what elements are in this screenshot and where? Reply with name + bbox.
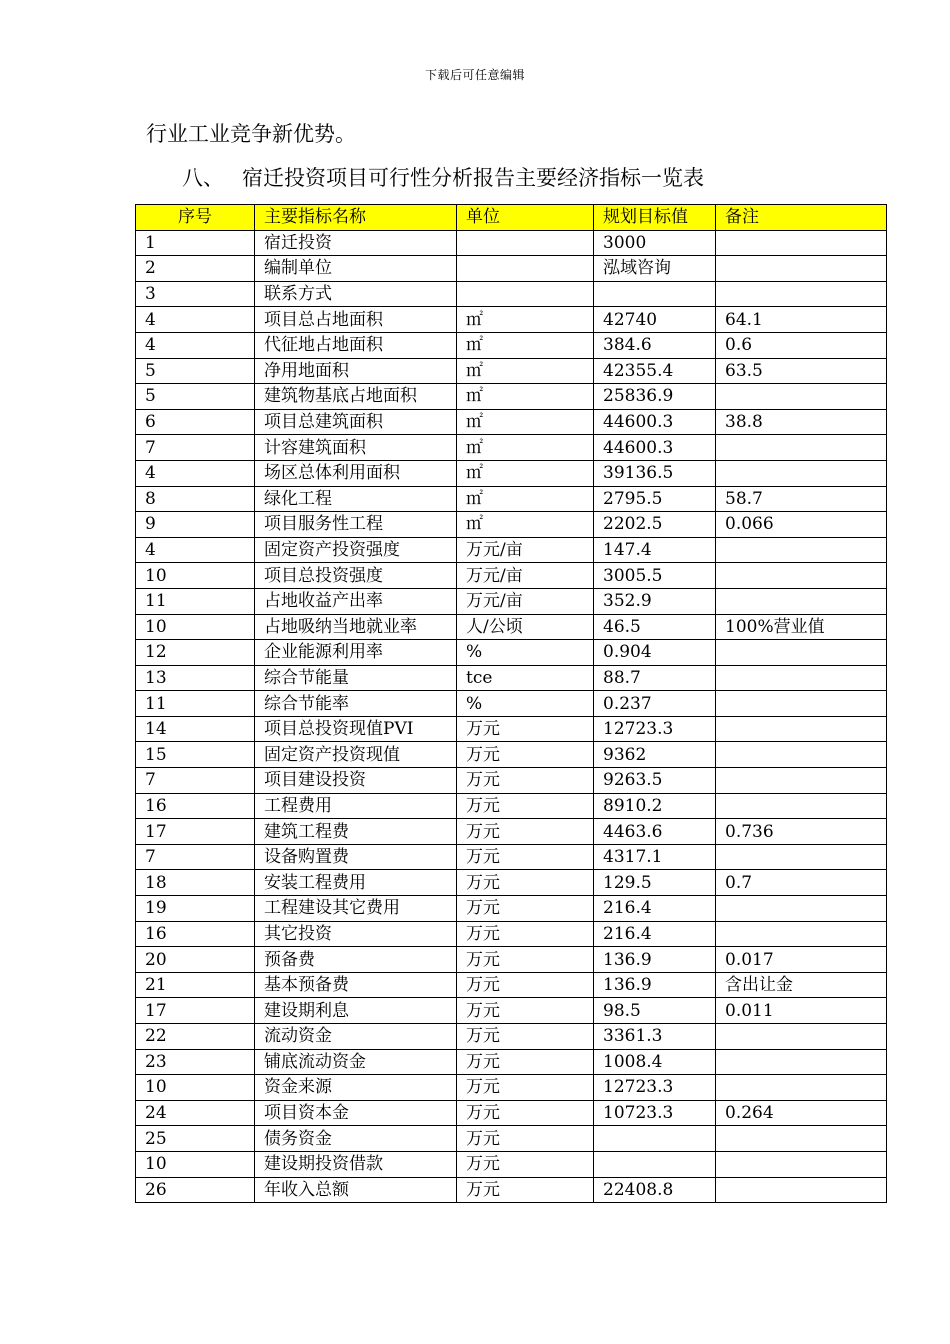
cell-target [594, 281, 716, 307]
cell-indicator: 债务资金 [255, 1126, 457, 1152]
header-unit: 单位 [457, 205, 594, 231]
cell-target: 3005.5 [594, 563, 716, 589]
header-indicator: 主要指标名称 [255, 205, 457, 231]
cell-target: 22408.8 [594, 1177, 716, 1203]
cell-seq: 16 [136, 921, 255, 947]
cell-remark: 0.736 [716, 819, 887, 845]
cell-remark [716, 1024, 887, 1050]
cell-remark [716, 256, 887, 282]
cell-seq: 4 [136, 307, 255, 333]
table-row [136, 384, 887, 410]
table-row [136, 896, 887, 922]
cell-seq: 11 [136, 691, 255, 717]
cell-indicator: 工程费用 [255, 793, 457, 819]
cell-indicator: 建筑工程费 [255, 819, 457, 845]
cell-seq: 15 [136, 742, 255, 768]
table-row [136, 1024, 887, 1050]
cell-target: 129.5 [594, 870, 716, 896]
cell-unit: 万元 [457, 1177, 594, 1203]
cell-seq: 14 [136, 716, 255, 742]
cell-seq: 13 [136, 665, 255, 691]
header-seq: 序号 [136, 205, 255, 231]
cell-target: 9362 [594, 742, 716, 768]
cell-seq: 6 [136, 409, 255, 435]
cell-indicator: 项目总占地面积 [255, 307, 457, 333]
cell-unit: 万元 [457, 1100, 594, 1126]
cell-seq: 4 [136, 332, 255, 358]
cell-target: 44600.3 [594, 435, 716, 461]
cell-seq: 5 [136, 358, 255, 384]
paragraph-text: 行业工业竞争新优势。 [146, 122, 356, 146]
cell-remark [716, 665, 887, 691]
cell-seq: 24 [136, 1100, 255, 1126]
cell-indicator: 项目服务性工程 [255, 512, 457, 538]
table-row [136, 716, 887, 742]
cell-seq: 10 [136, 1075, 255, 1101]
cell-remark [716, 896, 887, 922]
cell-seq: 10 [136, 563, 255, 589]
table-row [136, 1177, 887, 1203]
table-row [136, 1126, 887, 1152]
cell-remark [716, 844, 887, 870]
cell-indicator: 代征地占地面积 [255, 332, 457, 358]
table-row [136, 537, 887, 563]
economic-indicators-table [135, 204, 887, 1203]
cell-unit: 人/公顷 [457, 614, 594, 640]
cell-target: 136.9 [594, 972, 716, 998]
cell-indicator: 年收入总额 [255, 1177, 457, 1203]
cell-target: 4317.1 [594, 844, 716, 870]
cell-unit: 万元/亩 [457, 537, 594, 563]
cell-target: 25836.9 [594, 384, 716, 410]
cell-target: 136.9 [594, 947, 716, 973]
cell-remark: 0.7 [716, 870, 887, 896]
cell-seq: 11 [136, 588, 255, 614]
table-row [136, 614, 887, 640]
table-row [136, 691, 887, 717]
cell-seq: 1 [136, 230, 255, 256]
cell-indicator: 安装工程费用 [255, 870, 457, 896]
table-header-row [136, 205, 887, 231]
cell-remark [716, 230, 887, 256]
cell-indicator: 预备费 [255, 947, 457, 973]
cell-unit: % [457, 640, 594, 666]
cell-remark [716, 1075, 887, 1101]
table-row [136, 768, 887, 794]
cell-unit: ㎡ [457, 460, 594, 486]
cell-indicator: 工程建设其它费用 [255, 896, 457, 922]
cell-remark [716, 537, 887, 563]
cell-remark: 100%营业值 [716, 614, 887, 640]
cell-unit: ㎡ [457, 384, 594, 410]
header-remark: 备注 [716, 205, 887, 231]
cell-indicator: 流动资金 [255, 1024, 457, 1050]
cell-seq: 8 [136, 486, 255, 512]
table-row [136, 486, 887, 512]
cell-indicator: 占地收益产出率 [255, 588, 457, 614]
cell-unit [457, 256, 594, 282]
cell-indicator: 场区总体利用面积 [255, 460, 457, 486]
cell-indicator: 项目总投资现值PVI [255, 716, 457, 742]
cell-remark: 64.1 [716, 307, 887, 333]
cell-remark [716, 768, 887, 794]
cell-target: 384.6 [594, 332, 716, 358]
cell-remark [716, 640, 887, 666]
table-row [136, 947, 887, 973]
cell-target: 泓域咨询 [594, 256, 716, 282]
cell-indicator: 联系方式 [255, 281, 457, 307]
table-row [136, 435, 887, 461]
cell-indicator: 建设期利息 [255, 998, 457, 1024]
cell-unit: 万元 [457, 998, 594, 1024]
cell-indicator: 占地吸纳当地就业率 [255, 614, 457, 640]
cell-indicator: 项目总建筑面积 [255, 409, 457, 435]
table-row [136, 844, 887, 870]
cell-remark [716, 691, 887, 717]
cell-remark [716, 384, 887, 410]
cell-remark [716, 281, 887, 307]
cell-indicator: 建筑物基底占地面积 [255, 384, 457, 410]
cell-remark [716, 588, 887, 614]
cell-indicator: 设备购置费 [255, 844, 457, 870]
cell-unit: 万元 [457, 1126, 594, 1152]
table-row [136, 972, 887, 998]
cell-unit: 万元 [457, 947, 594, 973]
cell-target: 1008.4 [594, 1049, 716, 1075]
cell-seq: 23 [136, 1049, 255, 1075]
table-row [136, 921, 887, 947]
cell-remark [716, 460, 887, 486]
cell-indicator: 编制单位 [255, 256, 457, 282]
cell-remark [716, 563, 887, 589]
cell-unit: 万元/亩 [457, 563, 594, 589]
cell-indicator: 项目资本金 [255, 1100, 457, 1126]
cell-seq: 10 [136, 1151, 255, 1177]
cell-target [594, 1126, 716, 1152]
cell-target: 42740 [594, 307, 716, 333]
cell-seq: 26 [136, 1177, 255, 1203]
cell-unit: 万元 [457, 768, 594, 794]
cell-unit: 万元 [457, 972, 594, 998]
cell-indicator: 综合节能率 [255, 691, 457, 717]
cell-seq: 2 [136, 256, 255, 282]
cell-indicator: 铺底流动资金 [255, 1049, 457, 1075]
cell-target: 8910.2 [594, 793, 716, 819]
cell-indicator: 企业能源利用率 [255, 640, 457, 666]
cell-indicator: 固定资产投资强度 [255, 537, 457, 563]
cell-target: 4463.6 [594, 819, 716, 845]
cell-indicator: 计容建筑面积 [255, 435, 457, 461]
cell-target: 44600.3 [594, 409, 716, 435]
cell-target: 0.904 [594, 640, 716, 666]
table-row [136, 307, 887, 333]
table-row [136, 742, 887, 768]
section-heading [182, 162, 704, 192]
cell-unit: ㎡ [457, 512, 594, 538]
cell-unit: 万元 [457, 1151, 594, 1177]
cell-unit: 万元 [457, 1075, 594, 1101]
cell-indicator: 净用地面积 [255, 358, 457, 384]
cell-target: 2202.5 [594, 512, 716, 538]
cell-remark [716, 716, 887, 742]
section-number: 八、 [182, 166, 224, 190]
cell-unit: tce [457, 665, 594, 691]
cell-indicator: 资金来源 [255, 1075, 457, 1101]
cell-seq: 3 [136, 281, 255, 307]
cell-remark: 63.5 [716, 358, 887, 384]
cell-indicator: 项目总投资强度 [255, 563, 457, 589]
cell-unit: 万元 [457, 819, 594, 845]
cell-unit: 万元 [457, 1049, 594, 1075]
cell-seq: 9 [136, 512, 255, 538]
cell-seq: 4 [136, 460, 255, 486]
table-row [136, 256, 887, 282]
cell-target: 3000 [594, 230, 716, 256]
cell-unit: 万元 [457, 742, 594, 768]
table-row [136, 460, 887, 486]
cell-unit: 万元 [457, 793, 594, 819]
cell-remark [716, 742, 887, 768]
table-row [136, 1049, 887, 1075]
header-target: 规划目标值 [594, 205, 716, 231]
table-row [136, 819, 887, 845]
cell-unit: ㎡ [457, 332, 594, 358]
cell-seq: 7 [136, 844, 255, 870]
table-row [136, 563, 887, 589]
cell-target: 0.237 [594, 691, 716, 717]
section-title-text: 宿迁投资项目可行性分析报告主要经济指标一览表 [242, 166, 704, 190]
table-row [136, 870, 887, 896]
table-row [136, 793, 887, 819]
table-row [136, 281, 887, 307]
cell-remark [716, 1049, 887, 1075]
table-row [136, 588, 887, 614]
cell-unit [457, 281, 594, 307]
cell-target: 2795.5 [594, 486, 716, 512]
cell-indicator: 基本预备费 [255, 972, 457, 998]
cell-unit: 万元 [457, 1024, 594, 1050]
cell-unit: 万元 [457, 921, 594, 947]
cell-indicator: 宿迁投资 [255, 230, 457, 256]
cell-unit: 万元 [457, 870, 594, 896]
cell-target: 216.4 [594, 896, 716, 922]
cell-remark: 58.7 [716, 486, 887, 512]
cell-remark [716, 1151, 887, 1177]
cell-seq: 5 [136, 384, 255, 410]
cell-target: 42355.4 [594, 358, 716, 384]
cell-indicator: 项目建设投资 [255, 768, 457, 794]
table-row [136, 512, 887, 538]
cell-indicator: 绿化工程 [255, 486, 457, 512]
cell-remark: 38.8 [716, 409, 887, 435]
cell-target: 216.4 [594, 921, 716, 947]
cell-remark: 0.011 [716, 998, 887, 1024]
cell-unit: ㎡ [457, 486, 594, 512]
cell-target: 352.9 [594, 588, 716, 614]
cell-seq: 16 [136, 793, 255, 819]
cell-seq: 7 [136, 435, 255, 461]
cell-seq: 18 [136, 870, 255, 896]
cell-seq: 10 [136, 614, 255, 640]
cell-indicator: 固定资产投资现值 [255, 742, 457, 768]
cell-target: 147.4 [594, 537, 716, 563]
table-row [136, 230, 887, 256]
cell-remark [716, 1177, 887, 1203]
cell-remark [716, 793, 887, 819]
cell-seq: 17 [136, 998, 255, 1024]
cell-remark [716, 435, 887, 461]
cell-seq: 19 [136, 896, 255, 922]
cell-seq: 7 [136, 768, 255, 794]
table-row [136, 640, 887, 666]
cell-target: 9263.5 [594, 768, 716, 794]
cell-target: 12723.3 [594, 716, 716, 742]
cell-indicator: 综合节能量 [255, 665, 457, 691]
cell-remark: 0.6 [716, 332, 887, 358]
cell-unit: ㎡ [457, 358, 594, 384]
cell-unit: ㎡ [457, 435, 594, 461]
cell-unit: 万元/亩 [457, 588, 594, 614]
cell-seq: 22 [136, 1024, 255, 1050]
cell-unit: 万元 [457, 844, 594, 870]
cell-target: 3361.3 [594, 1024, 716, 1050]
table-body [136, 230, 887, 1203]
table-row [136, 1151, 887, 1177]
cell-indicator: 其它投资 [255, 921, 457, 947]
cell-seq: 12 [136, 640, 255, 666]
cell-remark: 0.264 [716, 1100, 887, 1126]
table-row [136, 1100, 887, 1126]
table-row [136, 409, 887, 435]
cell-target: 98.5 [594, 998, 716, 1024]
cell-seq: 4 [136, 537, 255, 563]
cell-seq: 21 [136, 972, 255, 998]
cell-seq: 17 [136, 819, 255, 845]
cell-remark [716, 921, 887, 947]
cell-remark: 含出让金 [716, 972, 887, 998]
page-header: 下载后可任意编辑 [424, 68, 525, 82]
cell-target [594, 1151, 716, 1177]
cell-unit: % [457, 691, 594, 717]
cell-seq: 25 [136, 1126, 255, 1152]
cell-target: 88.7 [594, 665, 716, 691]
table-row [136, 332, 887, 358]
cell-unit: 万元 [457, 716, 594, 742]
cell-remark: 0.017 [716, 947, 887, 973]
cell-unit: 万元 [457, 896, 594, 922]
cell-target: 46.5 [594, 614, 716, 640]
table-row [136, 665, 887, 691]
cell-unit: ㎡ [457, 307, 594, 333]
table-row [136, 998, 887, 1024]
table-row [136, 1075, 887, 1101]
cell-indicator: 建设期投资借款 [255, 1151, 457, 1177]
cell-remark [716, 1126, 887, 1152]
cell-seq: 20 [136, 947, 255, 973]
cell-target: 39136.5 [594, 460, 716, 486]
cell-remark: 0.066 [716, 512, 887, 538]
table-row [136, 358, 887, 384]
cell-unit [457, 230, 594, 256]
cell-unit: ㎡ [457, 409, 594, 435]
cell-target: 12723.3 [594, 1075, 716, 1101]
cell-target: 10723.3 [594, 1100, 716, 1126]
